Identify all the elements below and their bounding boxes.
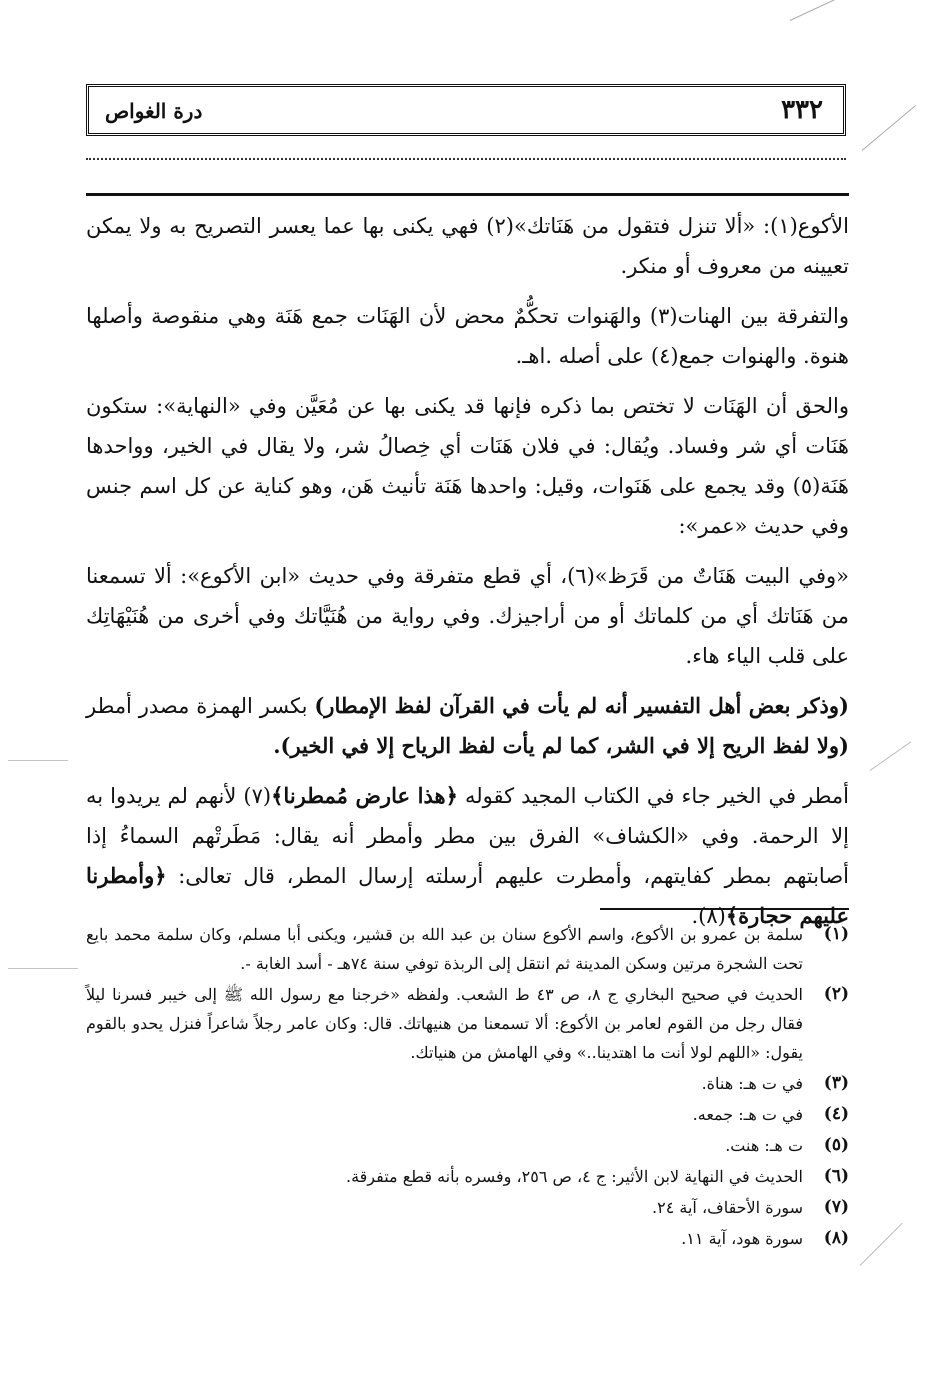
footnote-3	[86, 1069, 849, 1098]
footnote-number: (٦)	[823, 1166, 849, 1186]
scan-artifact	[870, 741, 912, 770]
quran-verse-2: ﴿وأمطرنا عليهم حجارة﴾	[86, 863, 849, 928]
paragraph-5-commentary: بكسر الهمزة مصدر أمطر	[86, 694, 315, 718]
footnote-text: الحديث في النهاية لابن الأثير: ج ٤، ص ٢٥٦، وفسره بأنه قطع متفرقة.	[345, 1167, 803, 1186]
quran-verse-1: ﴿هذا عارض مُمطرنا﴾	[271, 783, 458, 808]
footnote-text: سورة الأحقاف، آية ٢٤.	[652, 1198, 803, 1217]
scan-artifact	[8, 760, 68, 761]
footnote-4	[86, 1100, 849, 1129]
scan-artifact	[790, 0, 845, 21]
paragraph-5-quote-2: (ولا لفظ الريح إلا في الشر، كما لم يأت لفظ الرياح إلا في الخير).	[273, 733, 849, 758]
footnote-separator	[600, 908, 849, 910]
footnote-text: ت هـ: هنت.	[725, 1136, 803, 1155]
footnote-number: (٥)	[823, 1135, 849, 1155]
dotted-separator	[86, 158, 846, 160]
footnote-text: الحديث في صحيح البخاري ج ٨، ص ٤٣ ط الشعب. ولفظه «خرجنا مع رسول الله ﷺ إلى خيبر فسرنا ليلاً فقال رجل من القوم لعامر بن الأكوع: ألا تسمعنا من هنيهاتك. قال: وكان عامر رجلاً شاعراً فنزل يحدو بالقوم يقول: «اللهم لولا أنت ما اهتدينا..» وفي الهامش من هنياتك.	[86, 985, 803, 1062]
paragraph-2: والتفرقة بين الهنات(٣) والهَنوات تحكُّمٌ محض لأن الهَنَات جمع هَنَة وهي منقوصة وأصلها هنوة. والهنوات جمع(٤) على أصله .اهـ.	[86, 304, 849, 368]
footnote-number: (٨)	[823, 1228, 849, 1248]
paragraph-6-text-b: (٧) لأنهم لم يريدوا به إلا الرحمة. وفي «الكشاف» الفرق بين مطر وأمطر أنه يقال: مَطَرتْهم السماءُ إذا أصابتهم بمطر كفايتهم، وأمطرت عليهم أرسلته إرسال المطر، قال تعالى:	[86, 784, 849, 888]
footnote-7	[86, 1193, 849, 1222]
footnote-8	[86, 1224, 849, 1253]
page-header	[86, 84, 846, 136]
book-title: درة الغواص	[105, 99, 203, 123]
scan-artifact	[860, 1223, 903, 1266]
paragraph-6-text-c: (٨).	[691, 904, 726, 928]
footnote-text: في ت هـ: جمعه.	[692, 1105, 803, 1124]
footnote-text: سورة هود، آية ١١.	[681, 1229, 803, 1248]
scan-artifact	[862, 105, 916, 151]
footnote-number: (٧)	[823, 1197, 849, 1217]
footnote-number: (٤)	[823, 1104, 849, 1124]
scan-artifact	[8, 968, 78, 969]
paragraph-6	[86, 776, 849, 936]
paragraph-5-quote-1: (وذكر بعض أهل التفسير أنه لم يأت في القرآن لفظ الإمطار)	[314, 693, 849, 718]
footnote-text: سلمة بن عمرو بن الأكوع، واسم الأكوع سنان بن عبد الله بن قشير، ويكنى أبا مسلم، وكان سلمة محمد بايع تحت الشجرة مرتين وسكن المدينة ثم انتقل إلى الربذة توفي سنة ٧٤هـ - أسد الغابة -.	[86, 925, 803, 973]
footnote-number: (٣)	[823, 1073, 849, 1093]
footnote-text: في ت هـ: هناة.	[701, 1074, 803, 1093]
footnote-5	[86, 1131, 849, 1160]
footnote-2	[86, 980, 849, 1067]
page-number: ٣٣٢	[781, 95, 823, 125]
main-text	[86, 206, 849, 946]
footnote-number: (٢)	[823, 984, 849, 1004]
paragraph-6-text-a: أمطر في الخير جاء في الكتاب المجيد كقوله	[457, 784, 849, 808]
footnote-6	[86, 1162, 849, 1191]
header-rule	[86, 193, 849, 196]
paragraph-1: الأكوع(١): «ألا تنزل فتقول من هَنَاتك»(٢) فهي يكنى بها عما يعسر التصريح به ولا يمكن تعيينه من معروف أو منكر.	[86, 214, 849, 278]
footnote-1	[86, 920, 849, 978]
paragraph-5	[86, 686, 849, 766]
paragraph-3: والحق أن الهَنَات لا تختص بما ذكره فإنها قد يكنى بها عن مُعَيَّن وفي «النهاية»: ستكون هَنَات أي شر وفساد. ويُقال: في فلان هَنَات أي خِصالُ شر، ولا يقال في الخير، وواحدها هَنَة(٥) وقد يجمع على هَنَوات، وقيل: واحدها هَنَة تأنيث هَن، وهو كناية عن كل اسم جنس وفي حديث «عمر»:	[86, 394, 849, 538]
footnotes	[86, 920, 849, 1255]
footnote-number: (١)	[823, 924, 849, 944]
paragraph-4: «وفي البيت هَنَاتٌ من قَرَظ»(٦)، أي قطع متفرقة وفي حديث «ابن الأكوع»: ألا تسمعنا من هَنَاتك أي من كلماتك أو من أراجيزك. وفي رواية من هُنَيَّاتك وفي أخرى من هُنَيْهَاتِك على قلب الياء هاء.	[86, 564, 849, 668]
